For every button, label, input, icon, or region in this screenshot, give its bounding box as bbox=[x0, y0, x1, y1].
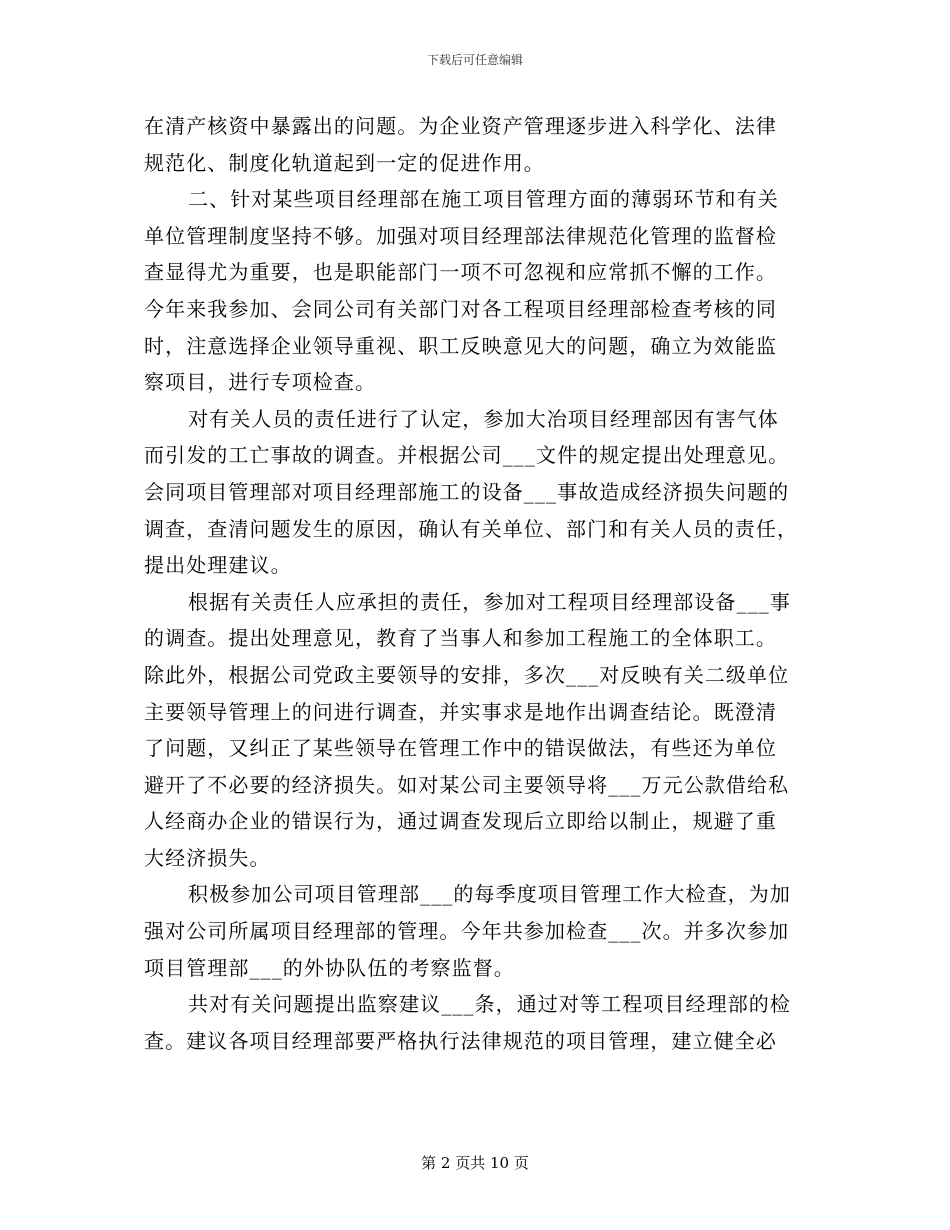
text-line: 大经济损失。 bbox=[144, 845, 271, 870]
text-line: 规范化、制度化轨道起到一定的促进作用。 bbox=[144, 150, 545, 175]
text-line: 了问题，又纠正了某些领导在管理工作中的错误做法，有些还为单位 bbox=[144, 736, 777, 761]
text-line: 单位管理制度坚持不够。加强对项目经理部法律规范化管理的监督检 bbox=[144, 223, 777, 248]
text-line: 强对公司所属项目经理部的管理。今年共参加检查___次。并多次参加 bbox=[144, 919, 790, 944]
text-line: 对有关人员的责任进行了认定，参加大冶项目经理部因有害气体 bbox=[188, 406, 779, 431]
text-line: 根据有关责任人应承担的责任，参加对工程项目经理部设备___事 bbox=[188, 589, 791, 614]
text-line: 除此外，根据公司党政主要领导的安排，多次___对反映有关二级单位 bbox=[144, 662, 790, 687]
text-line: 主要领导管理上的问进行调查，并实事求是地作出调查结论。既澄清 bbox=[144, 699, 777, 724]
text-line: 调查，查清问题发生的原因，确认有关单位、部门和有关人员的责任， bbox=[144, 516, 799, 541]
page-footer: 第 2 页共 10 页 bbox=[421, 1154, 529, 1172]
text-line: 今年来我参加、会同公司有关部门对各工程项目经理部检查考核的同 bbox=[144, 296, 777, 321]
text-line: 查显得尤为重要，也是职能部门一项不可忽视和应常抓不懈的工作。 bbox=[144, 260, 777, 285]
text-line: 二、针对某些项目经理部在施工项目管理方面的薄弱环节和有关 bbox=[188, 187, 779, 212]
text-line: 人经商办企业的错误行为，通过调查发现后立即给以制止，规避了重 bbox=[144, 809, 777, 834]
text-line: 共对有关问题提出监察建议___条，通过对等工程项目经理部的检 bbox=[188, 992, 791, 1017]
text-line: 避开了不必要的经济损失。如对某公司主要领导将___万元公款借给私 bbox=[144, 772, 790, 797]
text-line: 时，注意选择企业领导重视、职工反映意见大的问题，确立为效能监 bbox=[144, 333, 777, 358]
text-line: 提出处理建议。 bbox=[144, 553, 292, 578]
text-line: 而引发的工亡事故的调查。并根据公司___文件的规定提出处理意见。 bbox=[144, 443, 790, 468]
text-line: 积极参加公司项目管理部___的每季度项目管理工作大检查，为加 bbox=[188, 882, 791, 907]
text-line: 项目管理部___的外协队伍的考察监督。 bbox=[144, 955, 515, 980]
page-header: 下载后可任意编辑 bbox=[426, 53, 523, 67]
text-line: 在清产核资中暴露出的问题。为企业资产管理逐步进入科学化、法律 bbox=[144, 114, 777, 138]
text-line: 会同项目管理部对项目经理部施工的设备___事故造成经济损失问题的 bbox=[144, 479, 790, 504]
text-line: 察项目，进行专项检查。 bbox=[144, 370, 377, 395]
text-line: 查。建议各项目经理部要严格执行法律规范的项目管理，建立健全必 bbox=[144, 1028, 777, 1053]
text-line: 的调查。提出处理意见，教育了当事人和参加工程施工的全体职工。 bbox=[144, 626, 777, 651]
document-body bbox=[144, 108, 808, 1059]
